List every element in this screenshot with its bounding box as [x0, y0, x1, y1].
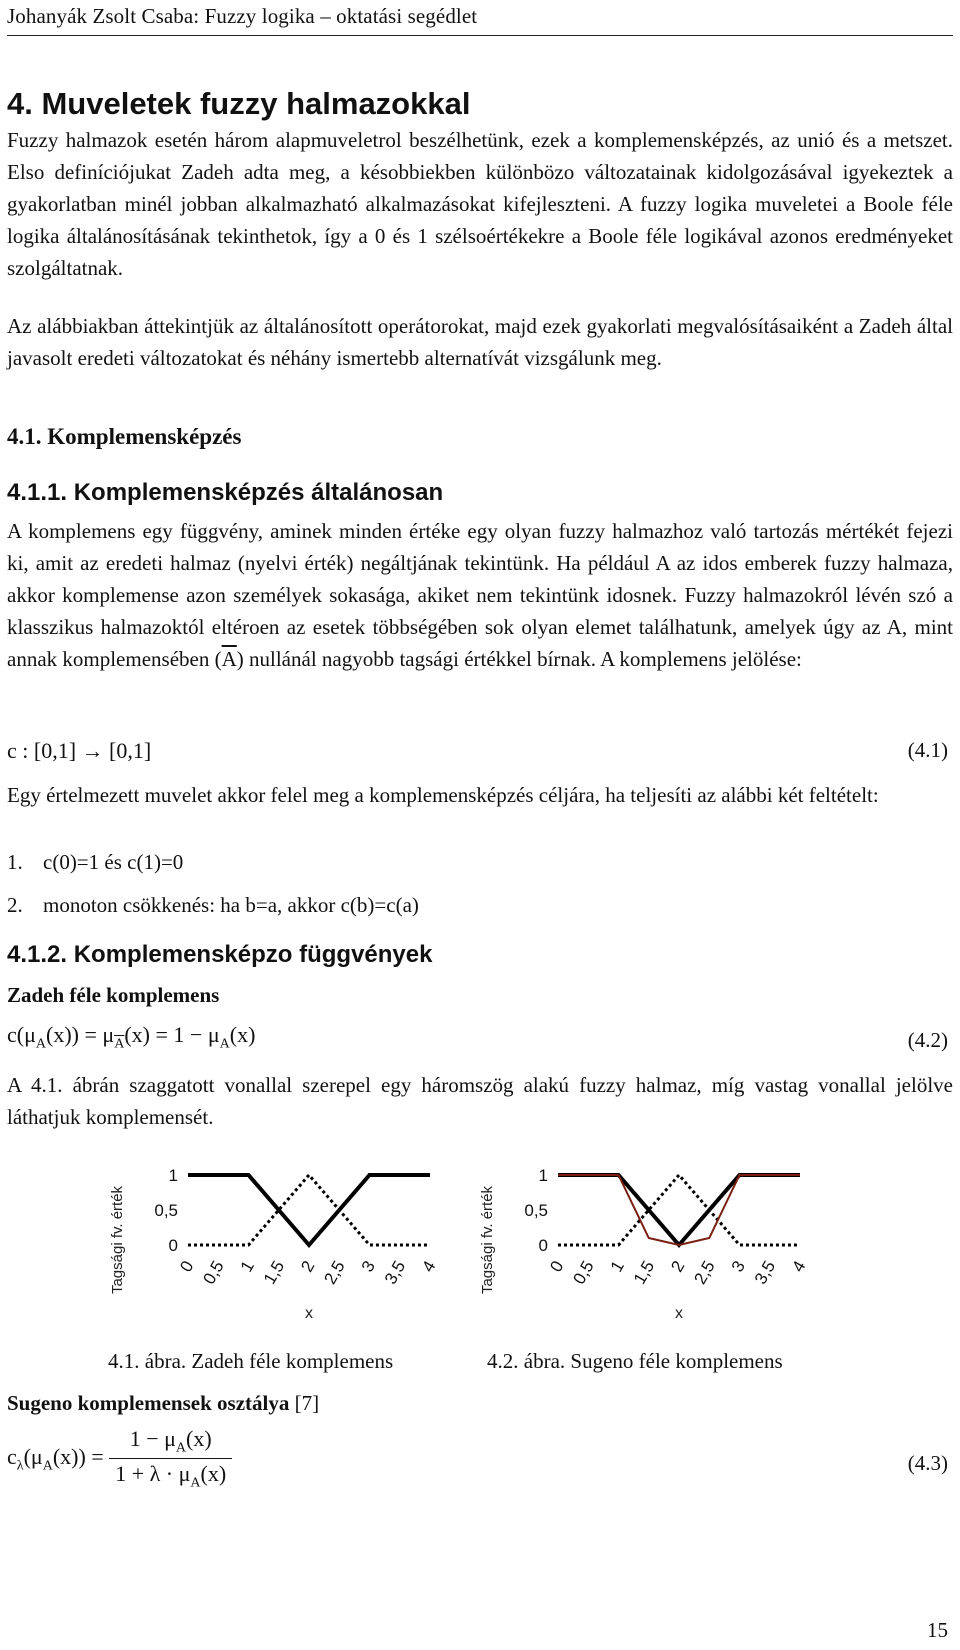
x-tick-label: 0 [546, 1257, 568, 1276]
section-4-1-1-body [7, 515, 953, 675]
x-tick-label: 2,5 [690, 1257, 719, 1288]
equation-4-2-number: (4.2) [907, 1028, 948, 1052]
equation-4-3-number: (4.3) [907, 1451, 948, 1475]
body-text-b-pre: annak komplemensében ( [7, 647, 222, 671]
x-tick-label: 1 [236, 1257, 258, 1276]
equation-4-3: $c_\lambda(\mu_A(x))$ = $\frac{1 - \mu_A(x)}{1 + \lambda \cdot \mu_A(x)}$ [7, 1426, 232, 1492]
y-tick-label: 0,5 [524, 1201, 548, 1220]
conditions-intro: Egy értelmezett muvelet akkor felel meg a komplemensképzés céljára, ha teljesíti az alábbi két feltételt: [7, 783, 879, 807]
x-tick-label: 1,5 [259, 1257, 289, 1288]
sugeno-complement-chart [470, 1150, 810, 1330]
x-tick-label: 3,5 [750, 1257, 780, 1288]
series-line-thick [188, 1175, 430, 1245]
x-tick-label: 0,5 [569, 1257, 598, 1288]
x-axis-label: x [675, 1305, 683, 1322]
condition-item: 1. c(0)=1 és c(1)=0 [7, 850, 184, 874]
body-text-a: A komplemens egy függvény, aminek minden értéke egy olyan fuzzy halmazhoz való tartozás mértékét fejezi ki, amit az eredeti halmaz (nyelvi érték) negáltjának tekintünk. Ha például A az idos emberek fuzzy halmaza, akkor komplemense azon személyek sokasága, akiket nem tekintünk idosnek. Fuzzy halmazokról lévén szó a klasszikus halmazoktól eltéroen az esetek többségében sok olyan elemet találhatunk, amelyek úgy az A, mint [7, 519, 953, 639]
series-line-dashed [558, 1175, 800, 1245]
equation-4-1-number: (4.1) [907, 738, 948, 762]
y-tick-label: 0 [168, 1236, 178, 1255]
intro-paragraph-1: Fuzzy halmazok esetén három alapmuveletrol beszélhetünk, ezek a komplemensképzés, az unió és a metszet. Elso definíciójukat Zadeh adta meg, a késobbiekben különbözo változatainak kidolgozásával igyekeztek a gyakorlatban minél jobban alkalmazható alkalmazásokat kifejleszteni. A fuzzy logika muveletei a Boole féle logika általánosításának tekinthetok, így a 0 és 1 szélsoértékekre a Boole féle logikával azonos eredményeket szolgáltatnak. [7, 128, 953, 280]
x-tick-label: 4 [788, 1257, 810, 1276]
series-line-dashed [188, 1175, 430, 1245]
body-text-c: jelölése: [731, 647, 802, 671]
sugeno-class-title: Sugeno komplemensek osztálya [7] [7, 1391, 320, 1415]
x-tick-label: 2 [297, 1257, 319, 1276]
y-axis-label: Tagsági fv. érték [479, 1185, 496, 1295]
zadeh-complement-title: Zadeh féle komplemens [7, 983, 220, 1007]
section-4-1-1-heading: 4.1.1. Komplemensképzés általánosan [7, 479, 444, 506]
series-line-thick [558, 1175, 800, 1245]
x-axis-label: x [305, 1305, 313, 1322]
x-tick-label: 2 [667, 1257, 689, 1276]
x-tick-label: 2,5 [320, 1257, 349, 1288]
condition-item: 2. monoton csökkenés: ha b=a, akkor c(b)=c(a) [7, 893, 419, 917]
zadeh-complement-chart [100, 1150, 440, 1330]
x-tick-label: 3,5 [380, 1257, 410, 1288]
figure-description: A 4.1. ábrán szaggatott vonallal szerepel egy háromszög alakú fuzzy halmaz, míg vastag vonallal jelölve láthatjuk komplemensét. [7, 1073, 953, 1129]
equation-4-2: $c(\mu_A(x)) = \mu_{\overline{A}}(x) = 1 - \mu_A(x)$ [7, 1022, 256, 1052]
body-text-b-post: ) nullánál nagyobb tagsági értékkel bírnak. A komplemens [236, 647, 727, 671]
chapter-title: 4. Muveletek fuzzy halmazokkal [7, 86, 471, 121]
x-tick-label: 1 [606, 1257, 628, 1276]
figure-4-1-caption: 4.1. ábra. Zadeh féle komplemens [108, 1349, 394, 1373]
y-tick-label: 1 [168, 1166, 178, 1185]
equation-4-3-fraction: $\frac{1 - \mu_A(x)}{1 + \lambda \cdot \mu_A(x)}$ [109, 1426, 232, 1492]
page-number: 15 [927, 1618, 948, 1642]
x-tick-label: 0,5 [199, 1257, 228, 1288]
section-4-1-heading: 4.1. Komplemensképzés [7, 424, 242, 449]
figure-4-2-caption: 4.2. ábra. Sugeno féle komplemens [487, 1349, 783, 1373]
running-header: Johanyák Zsolt Csaba: Fuzzy logika – oktatási segédlet [7, 4, 478, 28]
x-tick-label: 3 [727, 1257, 749, 1276]
x-tick-label: 3 [357, 1257, 379, 1276]
y-tick-label: 0,5 [154, 1201, 178, 1220]
y-tick-label: 1 [538, 1166, 548, 1185]
y-axis-label: Tagsági fv. érték [109, 1185, 126, 1295]
section-4-1-2-heading: 4.1.2. Komplemensképzo függvények [7, 941, 433, 968]
equation-4-1: c : [0,1] → [0,1] [7, 738, 152, 763]
intro-paragraph-2: Az alábbiakban áttekintjük az általánosított operátorokat, majd ezek gyakorlati megvalósításaiként a Zadeh által javasolt eredeti változatokat és néhány ismertebb alternatívát vizsgálunk meg. [7, 314, 953, 370]
header-rule [7, 35, 953, 36]
series-line-thin-red [558, 1175, 800, 1245]
x-tick-label: 0 [176, 1257, 198, 1276]
complement-symbol: $\overline{A}$ [221, 647, 237, 671]
x-tick-label: 4 [418, 1257, 440, 1276]
y-tick-label: 0 [538, 1236, 548, 1255]
x-tick-label: 1,5 [629, 1257, 659, 1288]
